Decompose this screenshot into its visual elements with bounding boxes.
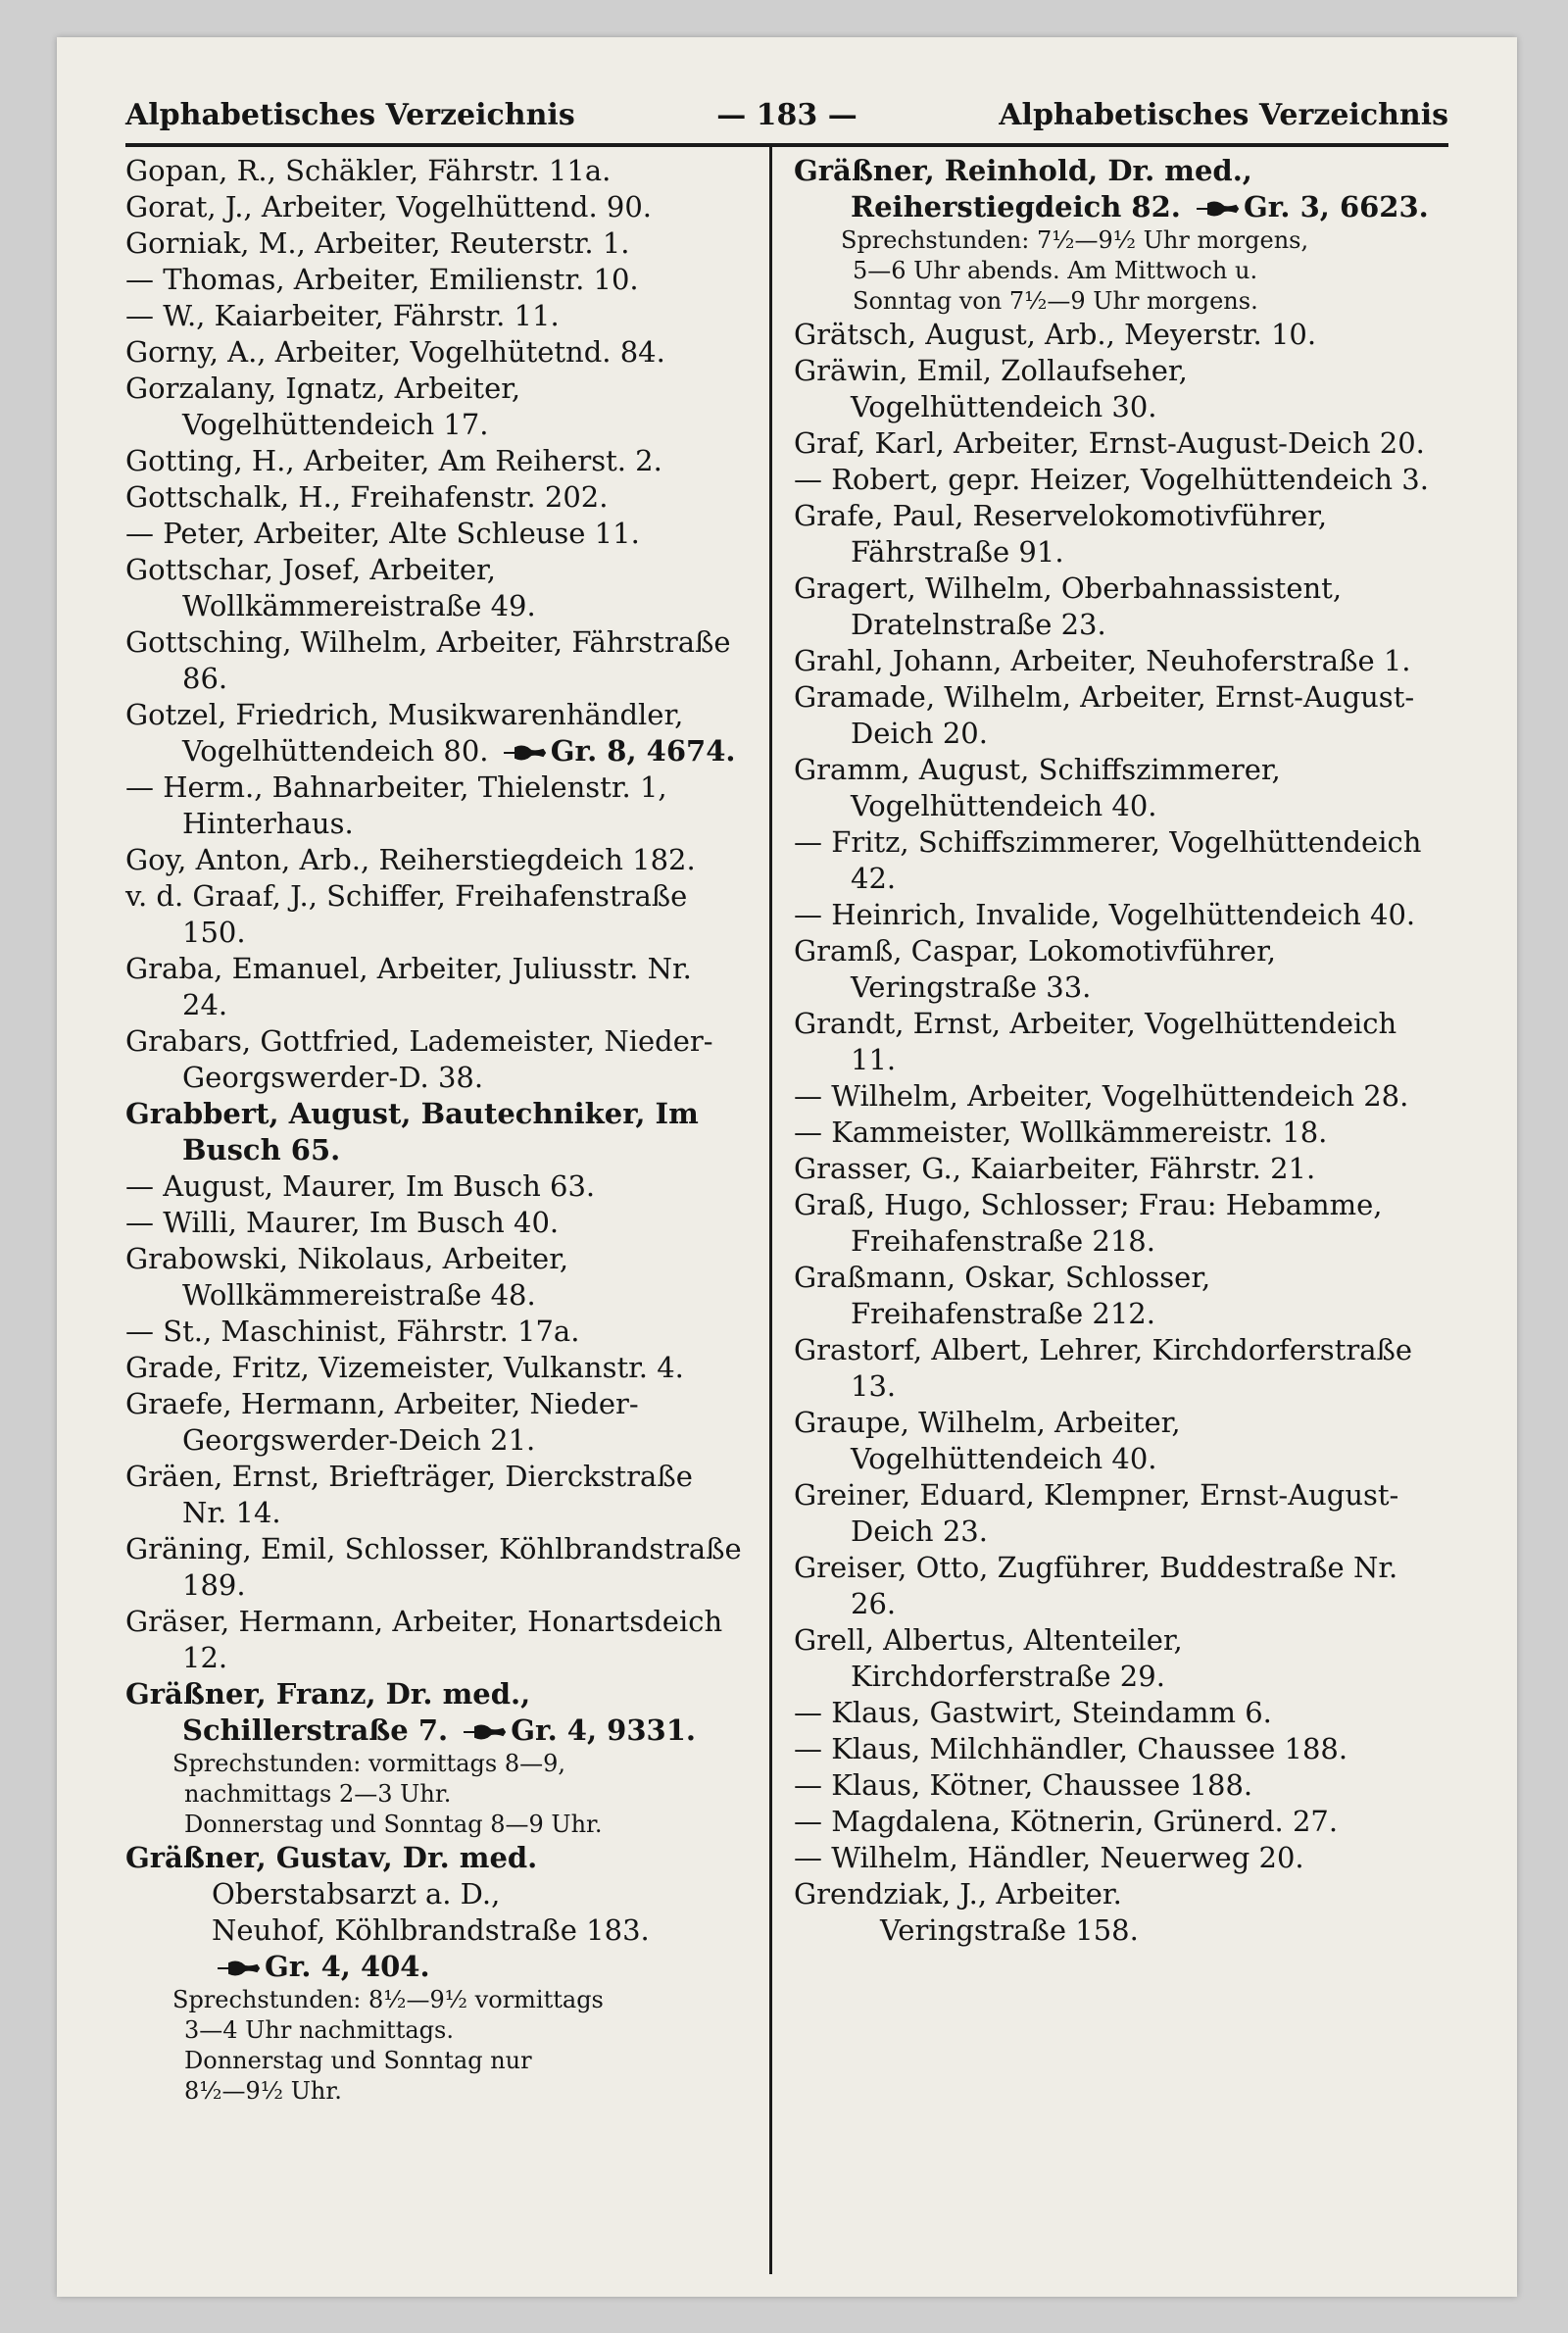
directory-entry	[125, 1840, 743, 1876]
header-right-title: Alphabetisches Verzeichnis	[999, 98, 1448, 132]
entry-text: v. d. Graaf, J., Schiffer, Freihafenstraße 150.	[125, 879, 688, 949]
page-number: — 183 —	[716, 98, 858, 132]
telephone-icon	[502, 745, 547, 761]
entry-text: Gramade, Wilhelm, Arbeiter, Ernst-August-Deich 20.	[794, 680, 1415, 750]
directory-page	[57, 37, 1517, 2297]
entry-text: Grell, Albertus, Altenteiler, Kirchdorferstraße 29.	[794, 1623, 1183, 1693]
directory-entry	[125, 1096, 743, 1168]
directory-entry	[125, 878, 743, 951]
entry-text: — Robert, gepr. Heizer, Vogelhüttendeich 3.	[794, 463, 1429, 496]
entry-text: Gorat, J., Arbeiter, Vogelhüttend. 90.	[125, 190, 652, 223]
directory-entry	[125, 842, 743, 878]
entry-text: Gräning, Emil, Schlosser, Köhlbrandstraße 189.	[125, 1532, 742, 1602]
entry-text: Gräßner, Gustav, Dr. med.	[125, 1841, 538, 1874]
entry-text: Greiser, Otto, Zugführer, Buddestraße Nr. 26.	[794, 1551, 1398, 1620]
entry-text: Graf, Karl, Arbeiter, Ernst-August-Deich 20.	[794, 426, 1425, 460]
office-hours-note: Sprechstunden: vormittags 8—9,	[172, 1750, 565, 1777]
directory-entry	[794, 1332, 1439, 1405]
entry-text: Graßmann, Oskar, Schlosser, Freihafenstraße 212.	[794, 1261, 1211, 1330]
directory-entry	[794, 933, 1439, 1006]
entry-text: — Magdalena, Kötnerin, Grünerd. 27.	[794, 1805, 1339, 1838]
directory-entry	[125, 262, 743, 298]
entry-text: — Wilhelm, Händler, Neuerweg 20.	[794, 1841, 1304, 1874]
column-divider	[769, 147, 772, 2274]
directory-entry	[794, 824, 1439, 897]
directory-entry	[794, 1115, 1439, 1151]
directory-entry	[794, 1078, 1439, 1115]
directory-entry	[794, 1260, 1439, 1332]
directory-entry	[125, 225, 743, 262]
directory-entry	[125, 1949, 743, 1985]
entry-text: Gottschar, Josef, Arbeiter, Wollkämmereistraße 49.	[125, 553, 536, 622]
entry-text: — St., Maschinist, Fährstr. 17a.	[125, 1315, 580, 1348]
entry-text: — Fritz, Schiffszimmerer, Vogelhüttendeich 42.	[794, 825, 1422, 895]
office-hours-note: 3—4 Uhr nachmittags.	[184, 2016, 454, 2044]
directory-entry	[125, 1531, 743, 1604]
directory-entry	[125, 371, 743, 443]
office-hours-note: Donnerstag und Sonntag nur	[184, 2047, 532, 2074]
entry-text: Grastorf, Albert, Lehrer, Kirchdorferstraße 13.	[794, 1333, 1413, 1403]
office-hours-note: Sprechstunden: 7½—9½ Uhr morgens,	[841, 226, 1309, 254]
entry-text: Grasser, G., Kaiarbeiter, Fährstr. 21.	[794, 1152, 1316, 1185]
directory-entry	[794, 1840, 1439, 1876]
entry-text: Gräen, Ernst, Briefträger, Dierckstraße Nr. 14.	[125, 1460, 693, 1529]
office-hours-note: Sonntag von 7½—9 Uhr morgens.	[853, 287, 1258, 315]
entry-text: Goy, Anton, Arb., Reiherstiegdeich 182.	[125, 843, 696, 876]
directory-entry	[794, 571, 1439, 643]
directory-entry	[794, 1804, 1439, 1840]
office-hours-note: Donnerstag und Sonntag 8—9 Uhr.	[184, 1811, 603, 1838]
directory-entry	[125, 769, 743, 842]
entry-text: Neuhof, Köhlbrandstraße 183.	[212, 1913, 650, 1947]
entry-text: — W., Kaiarbeiter, Fährstr. 11.	[125, 299, 560, 332]
directory-entry	[794, 1767, 1439, 1804]
directory-entry	[125, 1023, 743, 1096]
entry-text: Grabbert, August, Bautechniker, Im Busch 65.	[125, 1097, 699, 1166]
directory-entry	[794, 462, 1439, 498]
entry-text: Gorny, A., Arbeiter, Vogelhütetnd. 84.	[125, 335, 665, 369]
directory-entry	[125, 951, 743, 1023]
directory-entry	[794, 317, 1439, 353]
office-hours-note: 8½—9½ Uhr.	[184, 2077, 342, 2105]
entry-text: — Heinrich, Invalide, Vogelhüttendeich 40.	[794, 898, 1416, 931]
phone-number: Gr. 8, 4674.	[550, 734, 736, 768]
directory-entry	[794, 1187, 1439, 1260]
directory-entry	[125, 479, 743, 516]
directory-entry	[125, 1386, 743, 1459]
entry-text: Gorniak, M., Arbeiter, Reuterstr. 1.	[125, 226, 630, 260]
entry-text: Gragert, Wilhelm, Oberbahnassistent, Dratelnstraße 23.	[794, 571, 1343, 641]
directory-entry	[794, 425, 1439, 462]
entry-text: — Kammeister, Wollkämmereistr. 18.	[794, 1116, 1328, 1149]
entry-text: Gräser, Hermann, Arbeiter, Honartsdeich 12.	[125, 1605, 723, 1674]
entry-text: Graupe, Wilhelm, Arbeiter, Vogelhüttendeich 40.	[794, 1406, 1181, 1475]
entry-text: — August, Maurer, Im Busch 63.	[125, 1169, 596, 1203]
entry-text: — Thomas, Arbeiter, Emilienstr. 10.	[125, 263, 639, 296]
entry-text: Graß, Hugo, Schlosser; Frau: Hebamme, Freihafenstraße 218.	[794, 1188, 1383, 1258]
directory-entry	[794, 1006, 1439, 1078]
directory-entry	[125, 1604, 743, 1676]
directory-entry	[125, 1459, 743, 1531]
directory-entry	[125, 1350, 743, 1386]
directory-entry	[794, 1622, 1439, 1695]
entry-text: — Wilhelm, Arbeiter, Vogelhüttendeich 28.	[794, 1079, 1409, 1113]
directory-entry	[794, 1405, 1439, 1477]
entry-text: — Klaus, Kötner, Chaussee 188.	[794, 1768, 1253, 1802]
entry-text: Gotting, H., Arbeiter, Am Reiherst. 2.	[125, 444, 662, 477]
directory-entry	[794, 679, 1439, 752]
right-column	[794, 153, 1439, 1949]
entry-text: Graefe, Hermann, Arbeiter, Nieder-Georgswerder-Deich 21.	[125, 1387, 639, 1457]
directory-entry	[794, 752, 1439, 824]
directory-entry	[794, 643, 1439, 679]
page-header	[125, 98, 1448, 149]
directory-entry	[125, 1912, 743, 1949]
office-hours-note: nachmittags 2—3 Uhr.	[184, 1780, 452, 1808]
entry-text: Gotzel, Friedrich, Musikwarenhändler, Vogelhüttendeich 80.	[125, 698, 684, 768]
entry-text: — Willi, Maurer, Im Busch 40.	[125, 1206, 560, 1239]
directory-entry	[125, 1205, 743, 1241]
directory-entry	[794, 1731, 1439, 1767]
entry-text: Grandt, Ernst, Arbeiter, Vogelhüttendeich 11.	[794, 1007, 1397, 1076]
directory-entry	[794, 1912, 1439, 1949]
directory-entry	[794, 498, 1439, 571]
entry-text: Gopan, R., Schäkler, Fährstr. 11a.	[125, 154, 612, 187]
directory-entry	[125, 1168, 743, 1205]
entry-text: Grade, Fritz, Vizemeister, Vulkanstr. 4.	[125, 1351, 684, 1384]
directory-entry	[125, 189, 743, 225]
phone-number: Gr. 4, 9331.	[511, 1713, 696, 1747]
telephone-icon	[1195, 201, 1240, 217]
directory-entry	[794, 897, 1439, 933]
directory-entry	[794, 1695, 1439, 1731]
directory-entry	[794, 1477, 1439, 1550]
directory-entry	[125, 1314, 743, 1350]
entry-text: Grabars, Gottfried, Lademeister, Nieder-Georgswerder-D. 38.	[125, 1024, 713, 1094]
directory-entry	[794, 353, 1439, 425]
entry-text: Gramß, Caspar, Lokomotivführer, Veringstraße 33.	[794, 934, 1276, 1004]
entry-text: Gramm, August, Schiffszimmerer, Vogelhüttendeich 40.	[794, 753, 1281, 822]
phone-number: Gr. 3, 6623.	[1244, 190, 1429, 223]
left-column	[125, 153, 743, 2107]
entry-text: Gottschalk, H., Freihafenstr. 202.	[125, 480, 609, 514]
entry-text: Graba, Emanuel, Arbeiter, Juliusstr. Nr. 24.	[125, 952, 692, 1021]
entry-text: Grabowski, Nikolaus, Arbeiter, Wollkämmereistraße 48.	[125, 1242, 569, 1312]
telephone-icon	[462, 1724, 507, 1740]
directory-entry	[794, 1151, 1439, 1187]
telephone-icon	[216, 1961, 261, 1976]
header-left-title: Alphabetisches Verzeichnis	[125, 98, 575, 132]
directory-entry	[794, 1876, 1439, 1912]
entry-text: Gräwin, Emil, Zollaufseher, Vogelhüttendeich 30.	[794, 354, 1188, 423]
directory-entry	[794, 153, 1439, 225]
directory-entry	[125, 697, 743, 769]
entry-text: Gräßner, Reinhold, Dr. med., Reiherstiegdeich 82.	[794, 154, 1252, 223]
entry-text: Oberstabsarzt a. D.,	[212, 1877, 501, 1911]
directory-entry	[125, 516, 743, 552]
entry-text: — Klaus, Gastwirt, Steindamm 6.	[794, 1696, 1272, 1729]
office-hours-note: Sprechstunden: 8½—9½ vormittags	[172, 1986, 604, 2013]
entry-text: Veringstraße 158.	[880, 1913, 1139, 1947]
office-hours-note: 5—6 Uhr abends. Am Mittwoch u.	[853, 257, 1258, 284]
entry-text: — Peter, Arbeiter, Alte Schleuse 11.	[125, 517, 640, 550]
entry-text: Grahl, Johann, Arbeiter, Neuhoferstraße 1.	[794, 644, 1411, 677]
entry-text: Grafe, Paul, Reservelokomotivführer, Fährstraße 91.	[794, 499, 1328, 569]
directory-entry	[125, 624, 743, 697]
entry-text: Gorzalany, Ignatz, Arbeiter, Vogelhüttendeich 17.	[125, 372, 521, 441]
directory-entry	[125, 298, 743, 334]
directory-entry	[125, 552, 743, 624]
directory-entry	[125, 1241, 743, 1314]
entry-text: Grätsch, August, Arb., Meyerstr. 10.	[794, 318, 1317, 351]
directory-entry	[125, 443, 743, 479]
directory-entry	[125, 1676, 743, 1749]
directory-entry	[125, 334, 743, 371]
directory-entry	[125, 1876, 743, 1912]
entry-text: Greiner, Eduard, Klempner, Ernst-August-Deich 23.	[794, 1478, 1399, 1548]
directory-entry	[125, 153, 743, 189]
directory-entry	[794, 1550, 1439, 1622]
entry-text: — Klaus, Milchhändler, Chaussee 188.	[794, 1732, 1348, 1765]
header-rule	[125, 143, 1448, 147]
entry-text: Gottsching, Wilhelm, Arbeiter, Fährstraße 86.	[125, 625, 731, 695]
phone-number: Gr. 4, 404.	[265, 1950, 430, 1983]
entry-text: Gräßner, Franz, Dr. med., Schillerstraße 7.	[125, 1677, 531, 1747]
entry-text: Grendziak, J., Arbeiter.	[794, 1877, 1122, 1911]
entry-text: — Herm., Bahnarbeiter, Thielenstr. 1, Hinterhaus.	[125, 770, 667, 840]
